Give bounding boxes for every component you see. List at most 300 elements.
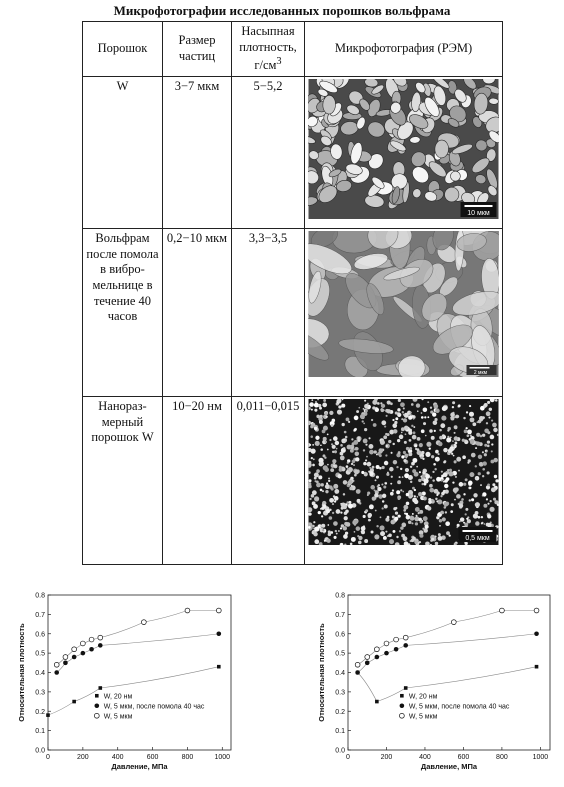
sem-particle — [336, 448, 338, 450]
sem-particle — [319, 420, 323, 424]
sem-particle — [315, 441, 320, 446]
sem-particle — [383, 485, 386, 488]
sem-particle — [395, 507, 397, 509]
data-point — [89, 637, 94, 642]
legend-marker — [95, 703, 100, 708]
sem-particle — [347, 468, 349, 470]
sem-particle — [401, 455, 404, 458]
sem-particle — [389, 467, 394, 472]
sem-particle — [492, 483, 495, 486]
sem-particle — [347, 462, 349, 464]
table-row — [83, 77, 503, 229]
sem-particle — [409, 439, 412, 442]
sem-particle — [455, 415, 459, 419]
sem-particle — [313, 458, 315, 460]
sem-particle — [367, 492, 370, 495]
sem-particle — [353, 464, 355, 466]
sem-particle — [470, 487, 472, 489]
sem-particle — [475, 447, 477, 449]
sem-particle — [423, 528, 427, 532]
cell-size: 10−20 нм — [163, 397, 232, 565]
sem-particle — [347, 445, 352, 450]
table-row — [83, 397, 503, 565]
sem-particle — [381, 484, 383, 486]
sem-particle — [419, 534, 423, 538]
sem-particle — [340, 444, 343, 447]
sem-particle — [311, 409, 313, 411]
sem-particle — [323, 504, 327, 508]
sem-particle — [312, 423, 316, 427]
sem-particle — [329, 498, 334, 503]
sem-particle — [479, 416, 484, 421]
sem-particle — [343, 438, 345, 440]
sem-particle — [350, 449, 354, 453]
data-point — [355, 670, 360, 675]
sem-particle — [492, 423, 497, 428]
header-density-sup: 3 — [276, 56, 282, 68]
sem-particle — [478, 455, 482, 459]
sem-particle — [408, 475, 413, 480]
sem-particle — [463, 483, 466, 486]
sem-particle — [458, 470, 460, 472]
data-point — [404, 686, 408, 690]
sem-particle — [482, 434, 485, 437]
data-point — [534, 608, 539, 613]
sem-particle — [455, 476, 457, 478]
sem-particle — [467, 434, 470, 437]
sem-particle — [442, 517, 446, 521]
sem-particle — [363, 439, 368, 444]
sem-particle — [489, 408, 492, 411]
sem-particle — [370, 485, 375, 490]
sem-particle — [388, 440, 391, 443]
sem-particle — [369, 519, 371, 521]
sem-particle — [414, 495, 416, 497]
sem-particle — [356, 489, 361, 494]
sem-particle — [445, 490, 449, 494]
header-density-label: Насыпная плотность, — [239, 24, 297, 54]
y-tick-label: 0.3 — [35, 689, 45, 697]
data-point — [217, 665, 221, 669]
sem-particle — [351, 537, 356, 542]
sem-particle — [431, 455, 434, 458]
sem-particle — [388, 533, 392, 537]
y-tick-label: 0.1 — [35, 728, 45, 736]
sem-particle — [425, 452, 430, 457]
sem-particle — [451, 503, 454, 506]
sem-particle — [322, 529, 324, 531]
sem-particle — [386, 445, 388, 447]
sem-particle — [364, 400, 366, 402]
sem-particle — [486, 411, 491, 416]
sem-particle — [326, 509, 330, 513]
legend-marker — [399, 713, 404, 718]
sem-particle — [408, 520, 412, 524]
sem-particle — [308, 526, 311, 529]
legend-label: W, 20 нм — [103, 693, 133, 701]
sem-particle — [431, 538, 434, 541]
sem-particle — [406, 493, 409, 496]
sem-particle — [482, 475, 484, 477]
sem-particle — [334, 500, 336, 502]
y-tick-label: 0.2 — [35, 708, 45, 716]
cell-photo — [305, 229, 503, 397]
sem-particle — [445, 521, 450, 526]
sem-particle — [444, 406, 448, 410]
sem-particle — [403, 414, 405, 416]
sem-particle — [436, 500, 438, 502]
y-tick-label: 0.5 — [335, 650, 345, 658]
sem-particle — [419, 443, 423, 447]
sem-particle — [466, 518, 468, 520]
sem-particle — [344, 516, 348, 520]
sem-particle — [434, 404, 439, 409]
sem-particle — [348, 480, 353, 485]
sem-particle — [367, 462, 372, 467]
sem-particle — [353, 480, 355, 482]
sem-particle — [390, 483, 392, 485]
sem-particle — [346, 418, 350, 422]
sem-particle — [416, 403, 420, 407]
data-point — [500, 608, 505, 613]
sem-particle — [390, 492, 394, 496]
sem-particle — [339, 466, 342, 469]
sem-particle — [490, 435, 495, 440]
x-tick-label: 800 — [181, 754, 194, 761]
sem-particle — [358, 536, 362, 540]
data-point — [98, 635, 103, 640]
sem-particle — [475, 521, 480, 526]
sem-particle — [416, 515, 418, 517]
sem-particle — [412, 537, 416, 541]
cell-density: 0,011−0,015 — [232, 397, 305, 565]
sem-particle — [333, 484, 338, 489]
sem-particle — [363, 449, 365, 451]
sem-particle — [369, 471, 373, 475]
sem-particle — [346, 465, 349, 468]
data-point — [375, 655, 380, 660]
sem-particle — [334, 536, 337, 539]
sem-particle — [340, 456, 345, 461]
sem-particle — [471, 498, 474, 501]
sem-particle — [487, 514, 491, 518]
sem-particle — [328, 480, 330, 482]
sem-particle — [337, 474, 341, 478]
data-point — [451, 620, 456, 625]
sem-particle — [432, 471, 434, 473]
sem-particle — [315, 436, 319, 440]
data-point — [89, 647, 94, 652]
sem-particle — [465, 478, 468, 481]
sem-particle — [469, 412, 474, 417]
sem-particle — [465, 542, 468, 545]
sem-particle — [415, 522, 418, 525]
sem-particle — [374, 450, 377, 453]
sem-particle — [418, 479, 421, 482]
sem-particle — [376, 525, 378, 527]
sem-particle — [468, 481, 473, 486]
cell-photo — [305, 77, 503, 229]
sem-particle — [445, 471, 447, 473]
sem-particle — [436, 494, 438, 496]
sem-particle — [309, 498, 311, 500]
sem-particle — [390, 520, 395, 525]
data-point — [72, 655, 77, 660]
sem-particle — [436, 477, 441, 482]
legend-marker — [400, 703, 405, 708]
sem-particle — [356, 526, 360, 530]
sem-particle — [385, 531, 387, 533]
sem-particle — [408, 416, 412, 420]
density-chart-right — [306, 580, 556, 780]
sem-particle — [320, 444, 322, 446]
sem-particle — [383, 536, 387, 540]
sem-particle — [386, 415, 388, 417]
sem-particle — [459, 504, 463, 508]
sem-particle — [422, 458, 424, 460]
y-tick-label: 0.4 — [335, 670, 345, 677]
sem-particle — [387, 472, 389, 474]
sem-particle — [455, 487, 459, 491]
sem-particle — [329, 485, 333, 489]
data-point — [46, 713, 50, 717]
sem-particle — [391, 476, 393, 478]
sem-particle — [441, 492, 444, 495]
sem-particle — [406, 515, 411, 520]
cell-powder: Вольфрам после помола в вибро-мельнице в течение 40 часов — [83, 229, 163, 397]
sem-particle — [323, 437, 327, 441]
sem-particle — [338, 530, 340, 532]
sem-particle — [320, 489, 323, 492]
sem-particle — [385, 433, 387, 435]
sem-particle — [476, 441, 480, 445]
sem-particle — [473, 493, 477, 497]
sem-particle — [368, 513, 372, 517]
sem-particle — [493, 498, 496, 501]
sem-particle — [404, 454, 408, 458]
sem-particle — [400, 526, 403, 529]
sem-particle — [429, 488, 434, 493]
sem-particle — [421, 429, 425, 433]
sem-particle — [471, 453, 476, 458]
sem-particle — [318, 475, 322, 479]
sem-particle — [387, 516, 390, 519]
sem-particle — [453, 448, 455, 450]
sem-particle — [470, 417, 475, 422]
x-tick-label: 0 — [346, 754, 350, 761]
sem-particle — [419, 471, 421, 473]
sem-particle — [413, 431, 416, 434]
sem-particle — [449, 534, 451, 536]
sem-particle — [489, 507, 494, 512]
legend-marker — [400, 694, 404, 698]
sem-particle — [395, 412, 398, 415]
sem-particle — [481, 516, 483, 518]
sem-particle — [484, 523, 486, 525]
sem-particle — [421, 451, 424, 454]
sem-particle — [439, 429, 442, 432]
sem-particle — [314, 409, 317, 412]
sem-particle — [435, 498, 437, 500]
sem-particle — [440, 423, 445, 428]
sem-particle — [346, 522, 351, 527]
sem-particle — [308, 513, 311, 516]
y-tick-label: 0.0 — [335, 747, 345, 755]
sem-particle — [384, 426, 386, 428]
sem-particle — [341, 404, 345, 408]
sem-particle — [400, 468, 402, 470]
x-tick-label: 800 — [496, 754, 508, 761]
sem-particle — [381, 404, 385, 408]
sem-particle — [410, 466, 412, 468]
sem-particle — [391, 452, 393, 454]
sem-particle — [454, 542, 457, 545]
sem-particle — [340, 512, 342, 514]
sem-particle — [353, 440, 358, 445]
sem-particle — [311, 457, 313, 459]
sem-particle — [345, 510, 349, 514]
sem-particle — [440, 511, 444, 515]
y-tick-label: 0.0 — [35, 747, 45, 755]
sem-particle — [385, 483, 387, 485]
sem-particle — [327, 464, 329, 466]
sem-particle — [463, 522, 465, 524]
sem-particle — [423, 422, 426, 425]
sem-particle — [465, 508, 468, 511]
sem-particle — [408, 431, 412, 435]
sem-particle — [393, 460, 397, 464]
y-tick-label: 0.8 — [35, 592, 45, 600]
sem-particle — [413, 426, 415, 428]
sem-particle — [365, 509, 368, 512]
x-tick-label: 200 — [380, 754, 393, 761]
sem-particle — [489, 500, 491, 502]
sem-particle — [325, 416, 327, 418]
sem-particle — [439, 519, 442, 522]
sem-particle — [480, 435, 483, 438]
sem-particle — [431, 436, 435, 440]
sem-particle — [343, 526, 347, 530]
sem-particle — [374, 489, 376, 491]
sem-particle — [321, 483, 324, 486]
sem-particle — [461, 498, 464, 501]
sem-scale-label: 2 мкм — [473, 370, 488, 377]
sem-particle — [445, 511, 447, 513]
sem-particle — [475, 477, 477, 479]
sem-particle — [369, 450, 374, 455]
sem-particle — [434, 489, 439, 494]
sem-particle — [322, 403, 327, 408]
data-point — [98, 643, 103, 648]
legend-label: W, 5 мкм, после помола 40 час — [103, 703, 205, 711]
sem-particle — [355, 447, 359, 451]
sem-particle — [392, 443, 394, 445]
sem-particle — [377, 485, 379, 487]
sem-particle — [330, 531, 333, 534]
sem-particle — [427, 401, 429, 403]
sem-image-nano — [308, 399, 499, 545]
sem-particle — [491, 420, 493, 422]
sem-particle — [371, 531, 374, 534]
sem-particle — [402, 476, 404, 478]
header-density-unit: г/см — [254, 58, 277, 73]
sem-particle — [417, 496, 419, 498]
sem-particle — [422, 483, 424, 485]
legend-marker — [94, 713, 99, 718]
sem-particle — [401, 418, 403, 420]
sem-particle — [425, 435, 427, 437]
sem-particle — [348, 421, 350, 423]
sem-particle — [316, 415, 320, 419]
sem-particle — [455, 442, 458, 445]
sem-particle — [439, 436, 443, 440]
sem-particle — [414, 540, 418, 544]
sem-particle — [383, 435, 387, 439]
sem-particle — [355, 452, 360, 457]
sem-particle — [329, 439, 331, 441]
sem-particle — [414, 444, 417, 447]
sem-particle — [325, 412, 328, 415]
sem-particle — [403, 418, 407, 422]
sem-particle — [446, 477, 450, 481]
sem-particle — [430, 407, 432, 409]
sem-image-milled — [308, 231, 499, 377]
data-point — [63, 661, 68, 666]
sem-particle — [494, 475, 497, 478]
sem-particle — [414, 500, 419, 505]
sem-particle — [441, 471, 443, 473]
sem-particle — [451, 453, 453, 455]
x-tick-label: 600 — [457, 754, 470, 761]
sem-particle — [309, 402, 314, 407]
sem-particle — [432, 412, 436, 416]
sem-particle — [433, 420, 438, 425]
sem-particle — [410, 481, 412, 483]
sem-particle — [332, 512, 334, 514]
sem-particle — [458, 404, 461, 407]
sem-particle — [381, 409, 385, 413]
sem-particle — [462, 455, 466, 459]
sem-particle — [418, 492, 422, 496]
legend-marker — [95, 694, 99, 698]
sem-particle — [351, 438, 353, 440]
sem-particle — [389, 539, 394, 544]
sem-particle — [487, 440, 490, 443]
sem-particle — [322, 490, 324, 492]
sem-particle — [398, 515, 401, 518]
sem-particle — [336, 509, 341, 514]
sem-image-w-micron — [308, 79, 499, 219]
sem-particle — [320, 525, 322, 527]
sem-particle — [403, 459, 406, 462]
sem-particle — [409, 447, 412, 450]
sem-particle — [449, 471, 454, 476]
sem-particle — [379, 525, 384, 530]
sem-particle — [384, 461, 388, 465]
sem-particle — [336, 533, 338, 535]
series-curve — [57, 611, 219, 665]
sem-particle — [429, 429, 433, 433]
sem-particle — [324, 457, 326, 459]
sem-particle — [454, 460, 457, 463]
sem-particle — [416, 466, 418, 468]
sem-particle — [320, 415, 323, 418]
sem-particle — [314, 472, 319, 477]
sem-particle — [405, 513, 408, 516]
sem-particle — [448, 448, 453, 453]
sem-particle — [491, 443, 493, 445]
sem-particle — [340, 527, 342, 529]
